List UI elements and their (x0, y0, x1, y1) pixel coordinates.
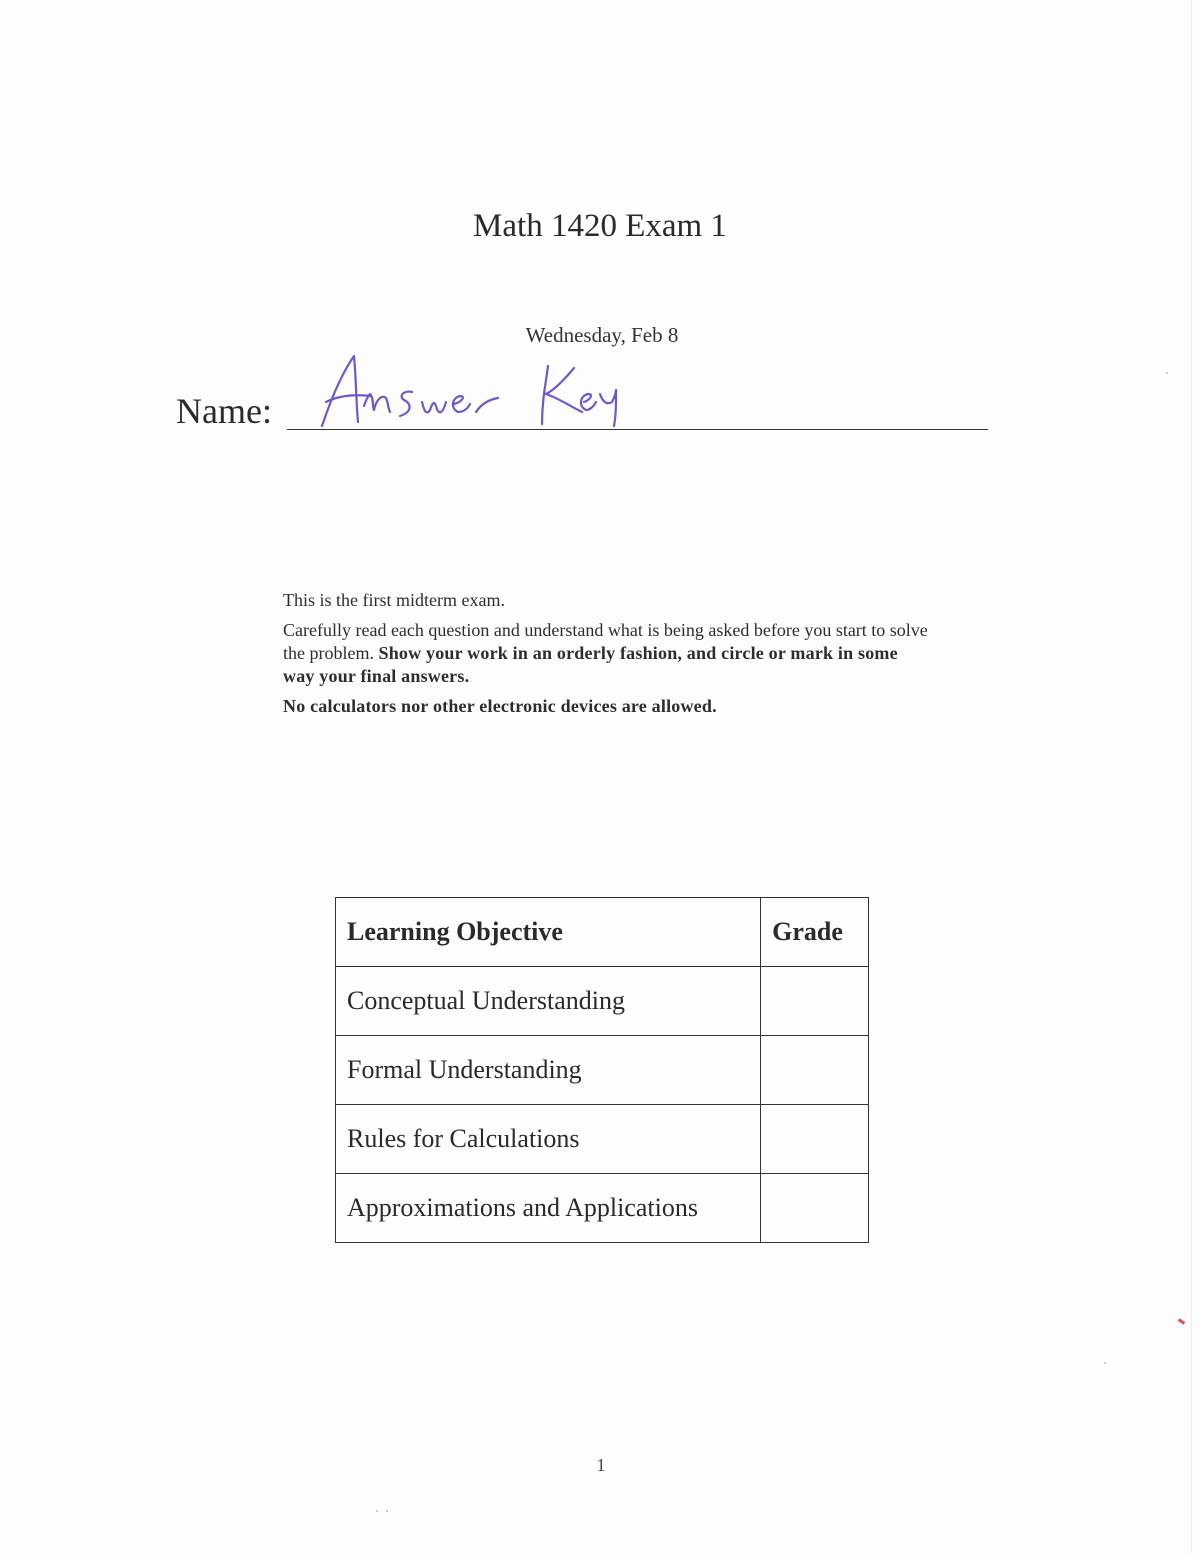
instruction-show-work: Show your work in an orderly fashion, and circle or mark in some way your final answers. (283, 643, 898, 686)
objective-cell: Rules for Calculations (336, 1105, 761, 1174)
grade-cell[interactable] (761, 1036, 869, 1105)
instruction-carefully-read (283, 619, 933, 688)
scan-speck (386, 1510, 388, 1512)
table-row (336, 967, 869, 1036)
grade-cell[interactable] (761, 967, 869, 1036)
name-label: Name: (176, 391, 272, 431)
grade-table-header-row (336, 898, 869, 967)
name-field[interactable] (176, 390, 996, 440)
objective-cell: Approximations and Applications (336, 1174, 761, 1243)
exam-date: Wednesday, Feb 8 (525, 323, 679, 347)
table-row (336, 1174, 869, 1243)
handwritten-answer-key-signature (316, 350, 636, 432)
exam-title: Math 1420 Exam 1 (473, 208, 727, 244)
table-row (336, 1036, 869, 1105)
instruction-first-midterm: This is the first midterm exam. (283, 590, 505, 610)
header-grade: Grade (761, 898, 869, 967)
instruction-carefully-read-text: Carefully read each question and understand what is being asked before you start to solve the problem. (283, 620, 928, 663)
scan-speck (376, 1510, 378, 1512)
grade-table (335, 897, 869, 1243)
objective-cell: Conceptual Understanding (336, 967, 761, 1036)
objective-cell: Formal Understanding (336, 1036, 761, 1105)
instructions (283, 589, 933, 725)
scan-speck (1104, 1362, 1106, 1364)
grade-cell[interactable] (761, 1174, 869, 1243)
instruction-no-calculators: No calculators nor other electronic devices are allowed. (283, 696, 717, 716)
page-number: 1 (596, 1455, 606, 1475)
scan-red-mark (1178, 1318, 1185, 1324)
scan-speck (1166, 372, 1168, 374)
grade-cell[interactable] (761, 1105, 869, 1174)
header-learning-objective: Learning Objective (336, 898, 761, 967)
table-row (336, 1105, 869, 1174)
